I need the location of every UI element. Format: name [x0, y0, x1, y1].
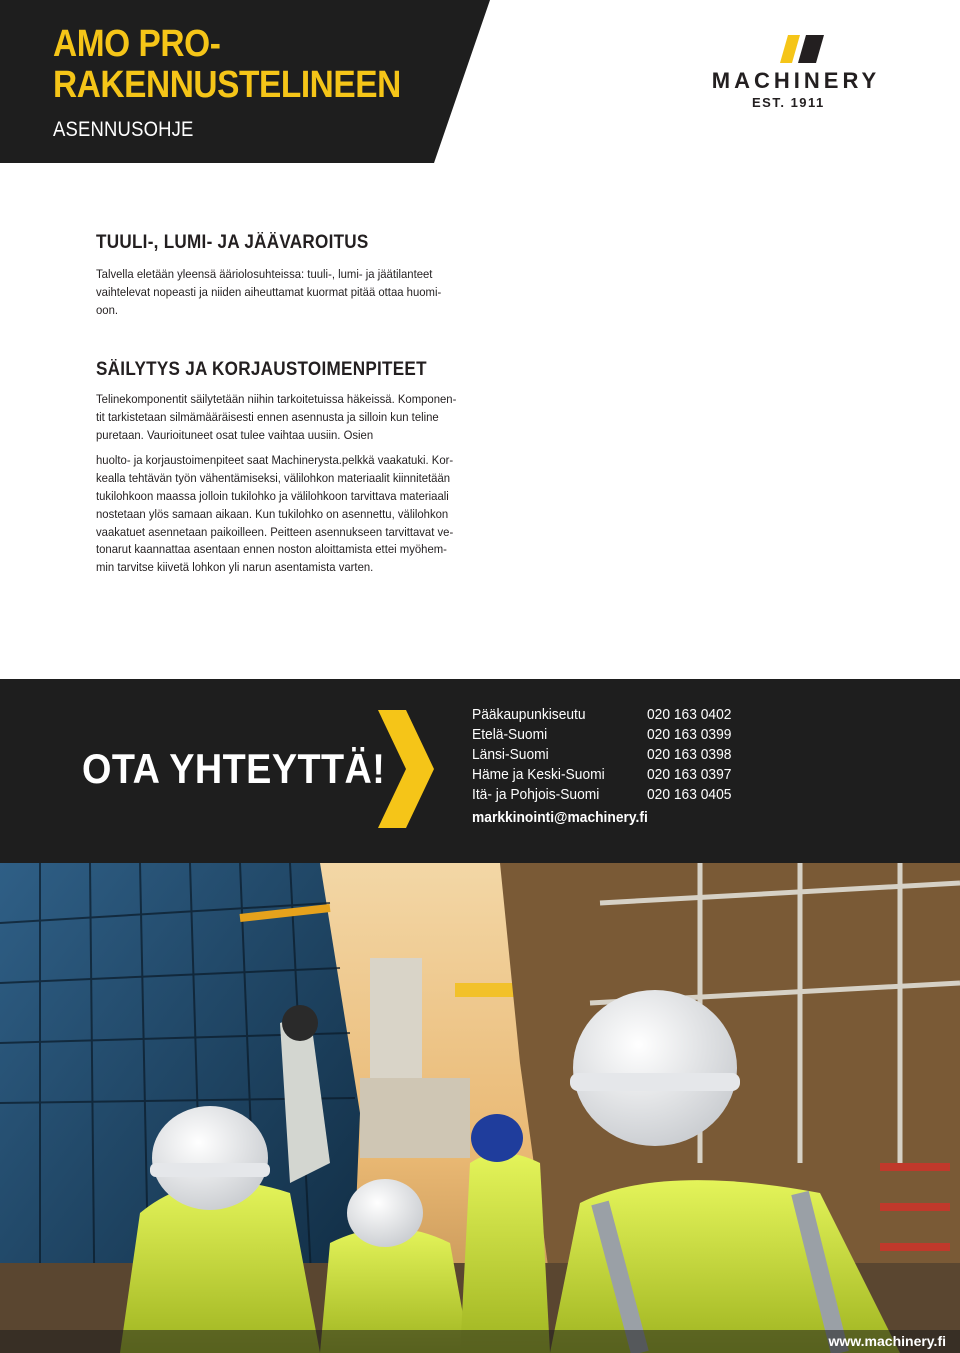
section-paragraph — [96, 266, 473, 319]
phone-number[interactable]: 020 163 0398 — [647, 746, 732, 763]
paragraph-line: kealla tehtävän työn vähentämiseksi, välilohkon materiaalit kiinnitetään — [96, 471, 451, 486]
phone-row — [472, 706, 772, 726]
paragraph-line: tukilohkoon maassa jolloin tukilohko ja välilohkoon tarvittava materiaali — [96, 488, 449, 503]
paragraph-line: vaihtelevat nopeasti ja niiden aiheuttamat kuormat pitää ottaa huomi- — [96, 284, 442, 299]
document-subtitle: ASENNUSOHJE — [53, 118, 194, 141]
contact-call-to-action: OTA YHTEYTTÄ! — [82, 745, 386, 792]
paragraph-line: Talvella eletään yleensä ääriolosuhteissa: tuuli-, lumi- ja jäätilanteet — [96, 267, 433, 281]
phone-region: Pääkaupunkiseutu — [472, 706, 586, 723]
photo-illustration — [0, 863, 960, 1353]
contact-email-link[interactable]: markkinointi@machinery.fi — [472, 809, 648, 826]
section-paragraph — [96, 391, 473, 444]
paragraph-line: huolto- ja korjaustoimenpiteet saat Machinerysta.pelkkä vaakatuki. Kor- — [96, 453, 454, 468]
paragraph-line: min tarvitse kiivetä lohkon yli narun asentamista varten. — [96, 560, 374, 575]
title-line-2: RAKENNUSTELINEEN — [53, 64, 401, 106]
section-storage-repair — [96, 359, 486, 577]
section-weather-warning — [96, 232, 486, 319]
phone-number[interactable]: 020 163 0402 — [647, 706, 732, 723]
construction-workers-photo — [0, 863, 960, 1353]
phone-number[interactable]: 020 163 0405 — [647, 786, 732, 803]
document-title — [53, 24, 405, 106]
logo-stripes-icon — [780, 35, 826, 65]
paragraph-line: puretaan. Vaurioituneet osat tulee vaihtaa uusiin. Osien — [96, 427, 374, 442]
chevron-right-icon — [378, 710, 436, 828]
paragraph-line: Telinekomponentit säilytetään niihin tarkoitetuissa häkeissä. Komponen- — [96, 392, 457, 406]
paragraph-line: oon. — [96, 302, 119, 317]
machinery-logo — [680, 32, 920, 112]
section-heading: TUULI-, LUMI- JA JÄÄVAROITUS — [96, 232, 369, 253]
paragraph-line: tit tarkistetaan silmämääräisesti ennen asennusta ja silloin kun teline — [96, 409, 439, 424]
phone-region: Länsi-Suomi — [472, 746, 549, 763]
contact-band — [0, 679, 960, 863]
phone-row — [472, 766, 772, 786]
title-line-1: AMO PRO- — [53, 23, 221, 65]
phone-row — [472, 726, 772, 746]
website-url[interactable]: www.machinery.fi — [828, 1333, 946, 1349]
phone-row — [472, 746, 772, 766]
phone-number[interactable]: 020 163 0397 — [647, 766, 732, 783]
logo-wordmark: MACHINERY — [711, 68, 881, 93]
phone-region: Itä- ja Pohjois-Suomi — [472, 786, 600, 803]
logo-established: EST. 1911 — [752, 95, 825, 110]
phone-region: Häme ja Keski-Suomi — [472, 766, 605, 783]
paragraph-line: vaakatuet asennetaan paikoilleen. Peitteen asennukseen tarvittavat ve- — [96, 524, 454, 539]
phone-row — [472, 786, 772, 806]
phone-region: Etelä-Suomi — [472, 726, 548, 743]
phone-list — [472, 706, 772, 806]
phone-number[interactable]: 020 163 0399 — [647, 726, 732, 743]
paragraph-line: nostetaan ylös samaan aikaan. Kun tukilohko on asennettu, välilohkon — [96, 506, 449, 521]
section-paragraph-continued — [96, 452, 473, 577]
paragraph-line: tonarut kaannattaa asentaan ennen noston aloittamista ettei myöhem- — [96, 542, 447, 557]
section-heading: SÄILYTYS JA KORJAUSTOIMENPITEET — [96, 359, 427, 380]
